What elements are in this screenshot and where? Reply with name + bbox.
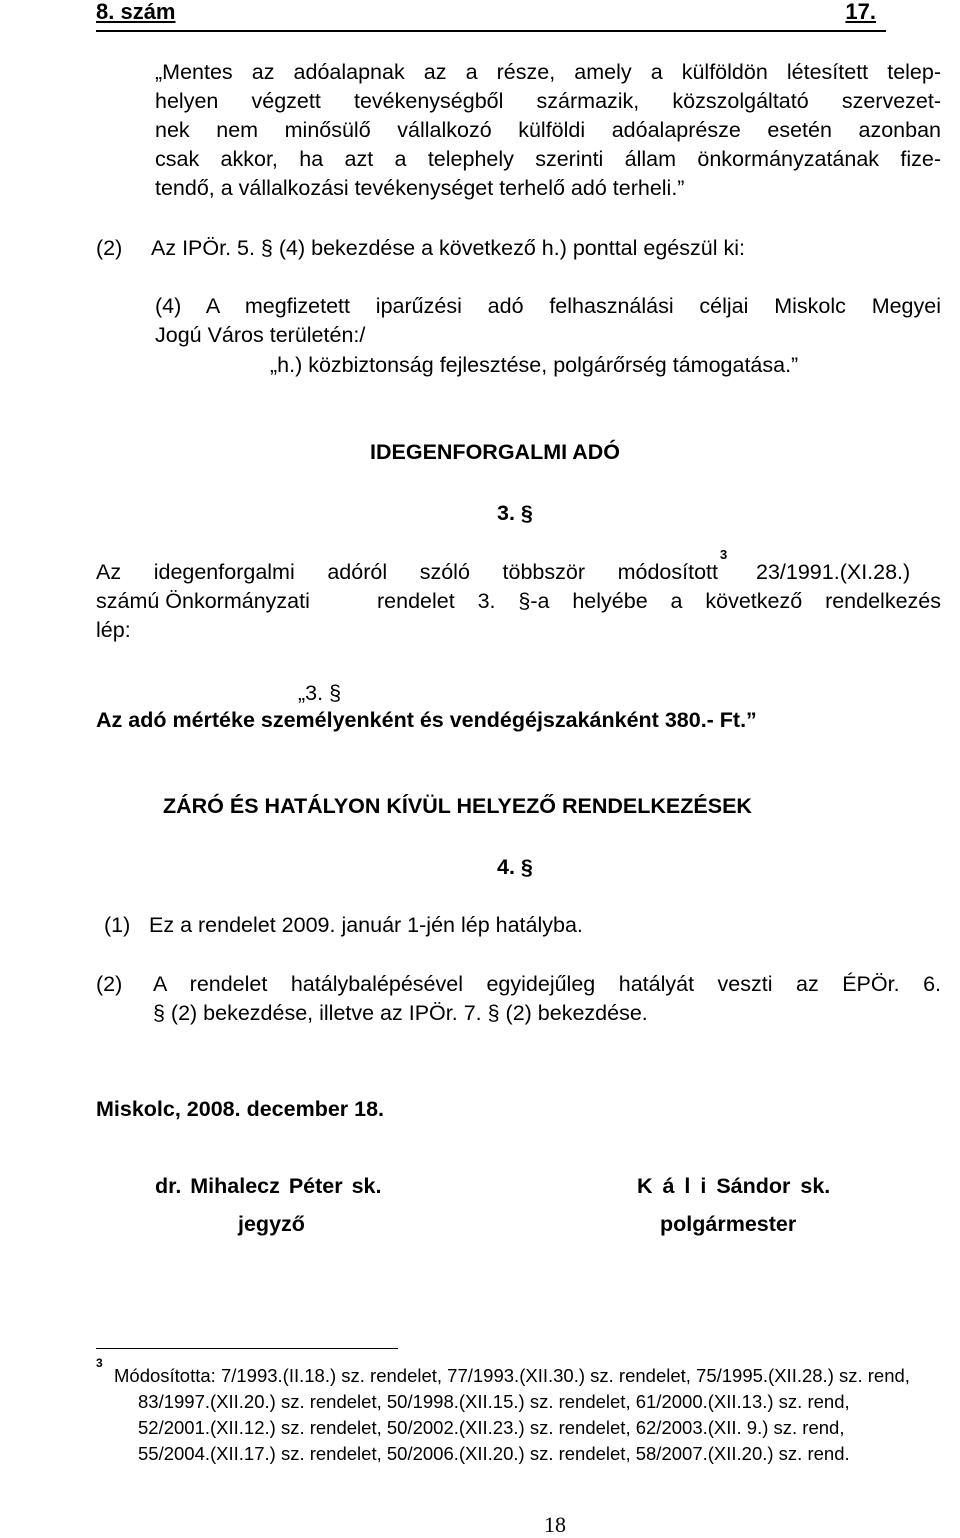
quote-line: nek nem minősülő vállalkozó külföldi adóalaprésze esetén azonban <box>155 118 941 142</box>
quote-line: helyen végzett tevékenységből származik, közszolgáltató szervezet- <box>155 89 941 113</box>
item-2-text: Az IPÖr. 5. § (4) bekezdése a következő h.) ponttal egészül ki: <box>151 236 745 260</box>
signature-right-title: polgármester <box>660 1212 797 1236</box>
zaro-item-1-number: (1) <box>104 913 131 937</box>
new-para-mark: „3. § <box>298 681 342 705</box>
footnote-line: 83/1997.(XII.20.) sz. rendelet, 50/1998.(XII.15.) sz. rendelet, 61/2000.(XII.13.) sz. rend, <box>138 1391 850 1412</box>
idegen-line1-number: 23/1991.(XI.28.) <box>756 560 911 584</box>
quote-line: tendő, a vállalkozási tevékenységet terhelő adó terheli.” <box>155 176 685 200</box>
issue-number: 8. szám <box>96 0 176 24</box>
quote-paragraph <box>155 58 941 203</box>
sub4-line2: Jogú Város területén:/ <box>155 323 366 347</box>
para-mark-3: 3. § <box>497 501 533 525</box>
footnote-line: Módosította: 7/1993.(II.18.) sz. rendelet, 77/1993.(XII.30.) sz. rendelet, 75/1995.(XII.28.) sz. rend, <box>114 1365 910 1386</box>
zaro-item-2-line2: § (2) bekezdése, illetve az IPÖr. 7. § (2) bekezdése. <box>153 1001 648 1025</box>
sub4-line3: „h.) közbiztonság fejlesztése, polgárőrség támogatása.” <box>270 353 799 377</box>
place-date: Miskolc, 2008. december 18. <box>96 1097 385 1121</box>
footnote-mark: 3 <box>96 1356 103 1370</box>
page-number: 18 <box>544 1512 566 1537</box>
idegen-line3: lép: <box>96 618 131 642</box>
footnote-separator <box>96 1348 398 1349</box>
section-heading-zaro: ZÁRÓ ÉS HATÁLYON KÍVÜL HELYEZŐ RENDELKEZÉSEK <box>163 794 752 818</box>
para-mark-4: 4. § <box>497 855 533 879</box>
sub4-line1: (4) A megfizetett iparűzési adó felhasználási céljai Miskolc Megyei <box>155 294 941 318</box>
signature-right-name: K á l i Sándor sk. <box>637 1174 831 1198</box>
zaro-item-2-number: (2) <box>96 972 123 996</box>
footnote-ref: 3 <box>720 547 728 562</box>
idegen-line1: Az idegenforgalmi adóról szóló többször módosított <box>96 560 718 584</box>
item-2-number: (2) <box>96 236 123 260</box>
header-page-number: 17. <box>845 0 876 24</box>
new-para-text: Az adó mértéke személyenként és vendégéjszakánként 380.- Ft.” <box>96 708 757 732</box>
zaro-item-1-text: Ez a rendelet 2009. január 1-jén lép hatályba. <box>149 913 583 937</box>
footnote-line: 52/2001.(XII.12.) sz. rendelet, 50/2002.(XII.23.) sz. rendelet, 62/2003.(XII. 9.) sz. rend, <box>138 1417 845 1438</box>
signature-left-name: dr. Mihalecz Péter sk. <box>155 1174 382 1198</box>
section-heading-idegen: IDEGENFORGALMI ADÓ <box>370 440 621 464</box>
footnote-line: 55/2004.(XII.17.) sz. rendelet, 50/2006.(XII.20.) sz. rendelet, 58/2007.(XII.20.) sz. rend. <box>138 1443 850 1464</box>
zaro-item-2-line1: A rendelet hatálybalépésével egyidejűleg hatályát veszti az ÉPÖr. 6. <box>153 972 941 996</box>
idegen-line2a: számú Önkormányzati <box>96 589 310 613</box>
quote-line: „Mentes az adóalapnak az a része, amely a külföldön létesített telep- <box>155 60 941 84</box>
page-header <box>96 0 886 32</box>
signature-left-title: jegyző <box>238 1212 305 1236</box>
idegen-line2b: rendelet 3. §-a helyébe a következő rendelkezés <box>377 589 941 613</box>
quote-line: csak akkor, ha azt a telephely szerinti állam önkormányzatának fize- <box>155 147 941 171</box>
